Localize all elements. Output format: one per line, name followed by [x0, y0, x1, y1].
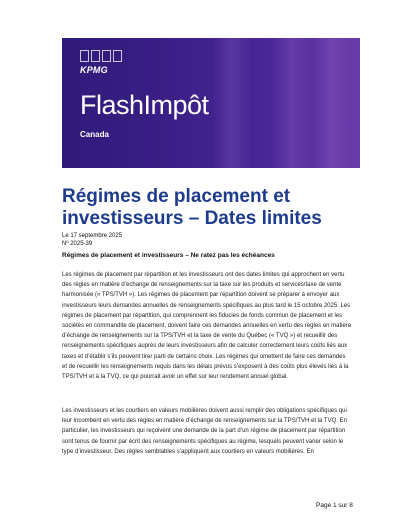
page-number: Page 1 sur 8: [316, 502, 353, 509]
banner-stripe: [312, 38, 352, 168]
product-name: FlashImpôt: [80, 90, 209, 120]
banner-stripe: [272, 38, 312, 168]
kpmg-logo-text: KPMG: [80, 65, 108, 75]
body-paragraph-1: Les régimes de placement par répartition et les investisseurs ont des dates limites qui approchent en vertu des règles en matière d’échange de renseignements sur la taxe sur les produits et services/taxe de vente harmonisée (« TPS/TVH »). Les régimes de placement par répartition doivent se préparer à envoyer aux investisseurs leurs demandes annuelles de renseignements spécifiques au plus tard le 15 octobre 2025. Les régimes de placement par répartition, qui comprennent les fiducies de fonds commun de placement et les sociétés en commandite de placement, doivent faire ces demandes annuelles en vertu des règles en matière d’échange de renseignements sur la TPS/TVH et la taxe de vente du Québec (« TVQ ») et recueillir des renseignements spécifiques auprès de leurs investisseurs afin de calculer correctement leurs coûts liés aux taxes et d’établir s’ils peuvent tirer parti de certains choix. Les régimes qui omettent de faire ces demandes et de recueillir les renseignements requis dans les délais prévus s’exposent à des coûts plus élevés liés à la TPS/TVH et à la TVQ, ce qui pourrait avoir un effet sur leur rendement annuel global.: [62, 272, 352, 381]
kpmg-logo-boxes-icon: [80, 50, 124, 64]
banner-stripe: [212, 38, 252, 168]
region-label: Canada: [80, 130, 109, 139]
document-number: Nº 2025-39: [62, 241, 93, 247]
document-title: Régimes de placement et investisseurs – Dates limites: [62, 186, 322, 229]
body-paragraph-2: Les investisseurs et les courtiers en valeurs mobilières doivent aussi remplir des obligations spécifiques qui leur incombent en vertu des règles en matière d’échange de renseignements sur la TPS/TVH et la TVQ. En particulier, les investisseurs qui reçoivent une demande de la part d’un régime de placement par répartition sont tenus de fournir par écrit des renseignements spécifiques au régime, lesquels peuvent varier selon le type d’investisseur. Des règles semblables s’appliquent aux courtiers en valeurs mobilières. En: [62, 408, 347, 455]
section-subheading: Régimes de placement et investisseurs – Ne ratez pas les échéances: [62, 252, 275, 259]
document-date: Le 17 septembre 2025: [62, 233, 123, 239]
kpmg-logo: [80, 50, 124, 76]
header-banner: [62, 38, 360, 168]
